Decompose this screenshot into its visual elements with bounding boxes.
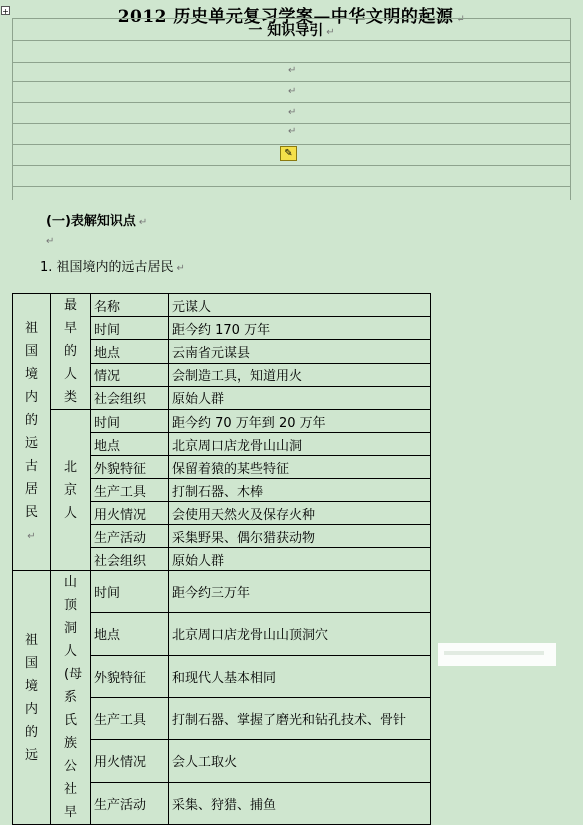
paragraph-mark-icon: ↵ — [139, 217, 147, 228]
paragraph-mark-icon: ↵ — [288, 126, 296, 137]
paragraph-mark-icon: ↵ — [326, 27, 334, 38]
table-move-handle-icon[interactable]: + — [1, 6, 10, 15]
field-cell: 生产工具 — [91, 697, 169, 739]
subgroup-label-cell: 山顶洞人(母系氏族公社早 — [51, 571, 91, 825]
value-cell: 打制石器、掌握了磨光和钻孔技术、骨针 — [169, 697, 431, 739]
field-cell: 地点 — [91, 340, 169, 363]
value-cell: 会制造工具，知道用火 — [169, 363, 431, 386]
field-cell: 外貌特征 — [91, 456, 169, 479]
obscured-region — [438, 643, 556, 666]
field-cell: 时间 — [91, 571, 169, 613]
field-cell: 名称 — [91, 294, 169, 317]
field-cell: 地点 — [91, 433, 169, 456]
field-cell: 生产活动 — [91, 782, 169, 824]
value-cell: 北京周口店龙骨山山顶洞穴 — [169, 613, 431, 655]
value-cell: 元谋人 — [169, 294, 431, 317]
value-cell: 采集、狩猎、捕鱼 — [169, 782, 431, 824]
group-label-cell: 祖国境内的远 — [13, 571, 51, 825]
field-cell: 用火情况 — [91, 740, 169, 782]
paragraph-mark-icon: ↵ — [177, 263, 185, 274]
field-cell: 社会组织 — [91, 386, 169, 409]
value-cell: 采集野果、偶尔猎获动物 — [169, 525, 431, 548]
value-cell: 会使用天然火及保存火种 — [169, 502, 431, 525]
subgroup-label-cell: 北京人 — [51, 410, 91, 571]
blank-area — [431, 294, 583, 571]
field-cell: 生产工具 — [91, 479, 169, 502]
value-cell: 原始人群 — [169, 386, 431, 409]
ruled-empty-table — [12, 18, 571, 200]
field-cell: 生产活动 — [91, 525, 169, 548]
value-cell: 北京周口店龙骨山山洞 — [169, 433, 431, 456]
value-cell: 和现代人基本相同 — [169, 655, 431, 697]
item-heading: 1. 祖国境内的远古居民 ↵ — [40, 256, 185, 275]
document-title: 2012 历史单元复习学案—中华文明的起源 ↵ — [0, 2, 583, 27]
embedded-object-icon[interactable]: ✎ — [280, 146, 297, 161]
value-cell: 保留着猿的某些特征 — [169, 456, 431, 479]
value-cell: 距今约 170 万年 — [169, 317, 431, 340]
field-cell: 时间 — [91, 410, 169, 433]
paragraph-mark-icon: ↵ — [288, 107, 296, 118]
field-cell: 时间 — [91, 317, 169, 340]
paragraph-mark-icon: ↵ — [288, 86, 296, 97]
document-subtitle: 一 知识导引 ↵ — [0, 20, 583, 40]
field-cell: 用火情况 — [91, 502, 169, 525]
paragraph-mark-icon: ↵ — [288, 65, 296, 76]
field-cell: 地点 — [91, 613, 169, 655]
paragraph-mark-icon: ↵ — [46, 236, 54, 247]
value-cell: 打制石器、木棒 — [169, 479, 431, 502]
value-cell: 距今约 70 万年到 20 万年 — [169, 410, 431, 433]
value-cell: 会人工取火 — [169, 740, 431, 782]
section-heading: (一)表解知识点 ↵ — [46, 210, 147, 229]
subgroup-label-cell: 最早的人类 — [51, 294, 91, 410]
field-cell: 社会组织 — [91, 548, 169, 571]
blank-area — [431, 571, 583, 825]
knowledge-table — [12, 293, 583, 825]
value-cell: 距今约三万年 — [169, 571, 431, 613]
value-cell: 云南省元谋县 — [169, 340, 431, 363]
paragraph-mark-icon: ↵ — [456, 14, 465, 25]
group-label-cell: 祖国境内的远古居民 ↵ — [13, 294, 51, 571]
table-row — [13, 294, 583, 317]
field-cell: 外貌特征 — [91, 655, 169, 697]
field-cell: 情况 — [91, 363, 169, 386]
value-cell: 原始人群 — [169, 548, 431, 571]
table-row — [13, 571, 583, 613]
